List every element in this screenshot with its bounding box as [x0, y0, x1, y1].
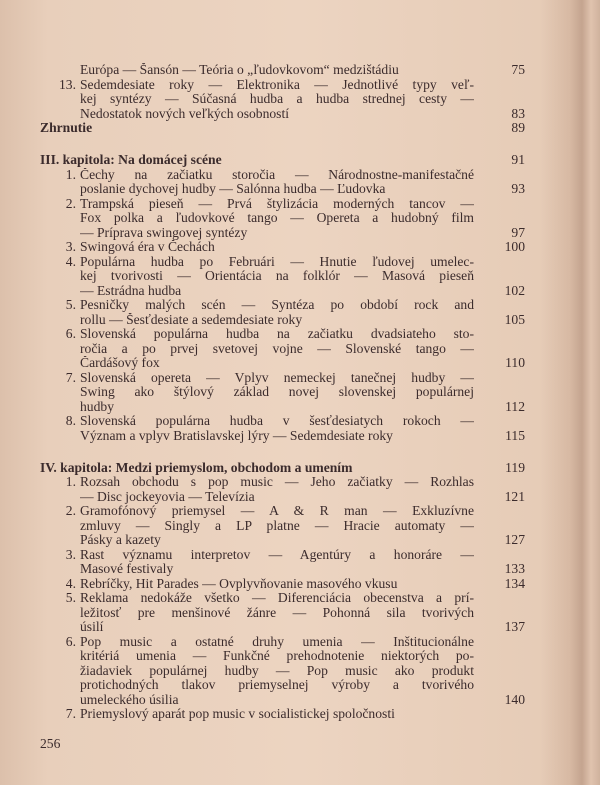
toc-entry-line — [0, 385, 600, 400]
toc-entry-line — [0, 664, 600, 679]
entry-page: 134 — [504, 575, 525, 591]
toc-entry-line — [0, 429, 600, 444]
toc-entry-line — [0, 635, 600, 650]
toc-entry-line — [0, 240, 600, 255]
entry-page: 112 — [505, 398, 525, 414]
toc-entry-line — [0, 371, 600, 386]
entry-page: 137 — [504, 619, 525, 634]
entry-text: Čechy na začiatku storočia — Národnostne-manifestačné — [80, 167, 474, 182]
entry-text: — Disc jockeyovia — Televízia — [80, 489, 255, 504]
entry-number: 13. — [59, 76, 76, 92]
entry-page: 127 — [504, 532, 525, 547]
entry-text: Pásky a kazety — [80, 533, 161, 547]
entry-text: Čardášový fox — [80, 356, 160, 370]
table-of-contents — [0, 63, 600, 722]
entry-text: protichodných tlakov priemyselnej výroby a tvorivého — [80, 678, 474, 692]
toc-entry-line — [0, 414, 600, 429]
entry-number: 6. — [65, 326, 76, 341]
entry-number: 1. — [65, 166, 76, 182]
entry-number: 6. — [65, 633, 76, 649]
entry-text: Rebríčky, Hit Parades — Ovplyvňovanie masového vkusu — [80, 576, 398, 591]
entry-text: hudby — [80, 399, 114, 414]
chapter-heading — [0, 153, 600, 168]
entry-text: Swingová éra v Čechách — [80, 240, 215, 254]
entry-text: Pop music a ostatné druhy umenia — Inštitucionálne — [80, 634, 474, 649]
toc-entry-line — [0, 327, 600, 342]
toc-entry-line — [0, 490, 600, 505]
entry-text: Masové festivaly — [80, 562, 174, 576]
toc-entry-line — [0, 577, 600, 592]
toc-entry-line — [0, 269, 600, 284]
toc-entry-line — [0, 533, 600, 548]
entry-text: Sedemdesiate roky — Elektronika — Jednotlivé typy veľ- — [80, 77, 474, 92]
chapter-title: IV. kapitola: Medzi priemyslom, obchodom a umením — [40, 460, 353, 475]
toc-entry-line — [0, 168, 600, 183]
entry-text: Reklama nedokáže všetko — Diferenciácia obecenstva a prí- — [80, 591, 474, 605]
entry-page: 93 — [511, 181, 525, 196]
entry-number: 4. — [65, 575, 76, 591]
toc-entry-line — [0, 400, 600, 415]
toc-entry-line — [0, 284, 600, 299]
toc-entry-line — [0, 606, 600, 621]
entry-page: 105 — [504, 311, 525, 327]
entry-number: 2. — [65, 503, 76, 518]
entry-number: 8. — [65, 413, 76, 428]
toc-entry-line — [0, 63, 600, 78]
entry-number: 1. — [65, 474, 76, 489]
entry-text: Európa — Šansón — Teória o „ľudovkovom“ medzištádiu — [80, 63, 399, 77]
toc-section — [0, 136, 600, 444]
section-gap — [0, 443, 600, 461]
entry-text: Význam a vplyv Bratislavskej lýry — Sedemdesiate roky — [80, 428, 393, 443]
entry-text: — Príprava swingovej syntézy — [80, 225, 248, 240]
toc-entry-line — [0, 211, 600, 226]
chapter-heading — [0, 461, 600, 476]
closing-title: Zhrnutie — [40, 121, 93, 135]
entry-text: ležitosť pre menšinové žánre — Pohonná sila tvorivých — [80, 605, 474, 620]
toc-entry-line — [0, 298, 600, 313]
entry-page: 121 — [504, 488, 525, 504]
entry-page: 102 — [504, 282, 525, 298]
entry-text: kej tvorivosti — Orientácia na folklór — Masová pieseň — [80, 269, 474, 283]
entry-number: 3. — [65, 239, 76, 254]
toc-entry-line — [0, 182, 600, 197]
entry-number: 5. — [65, 590, 76, 605]
entry-page: 97 — [511, 224, 525, 240]
entry-text: Trampská pieseň — Prvá štylizácia moderných tancov — — [80, 196, 474, 211]
toc-section — [0, 443, 600, 722]
toc-entry-line — [0, 504, 600, 519]
entry-page: 133 — [504, 561, 525, 576]
entry-text: poslanie dychovej hudby — Salónna hudba — Ľudovka — [80, 182, 386, 196]
entry-page: 140 — [504, 691, 525, 707]
toc-entry-line — [0, 226, 600, 241]
entry-text: Priemyslový aparát pop music v socialistickej spoločnosti — [80, 707, 395, 721]
entry-page: 100 — [504, 239, 525, 254]
entry-text: Nedostatok nových veľkých osobností — [80, 106, 290, 121]
entry-text: Pesničky malých scén — Syntéza po období rock and — [80, 298, 474, 312]
chapter-title: III. kapitola: Na domácej scéne — [40, 153, 222, 167]
entry-text: žiadaviek populárnej hudby — Pop music ako produkt — [80, 663, 474, 678]
toc-entry-line — [0, 678, 600, 693]
toc-entry-line — [0, 356, 600, 371]
entry-text: Slovenská populárna hudba v šesťdesiatych rokoch — — [80, 414, 474, 428]
entry-number: 4. — [65, 253, 76, 269]
entry-text: Populárna hudba po Februári — Hnutie ľudovej umelec- — [80, 254, 474, 269]
entry-text: zmluvy — Singly a LP platne — Hracie automaty — — [80, 518, 474, 533]
toc-entry-line — [0, 197, 600, 212]
entry-number: 2. — [65, 195, 76, 211]
entry-page: 115 — [505, 427, 525, 443]
entry-text: umeleckého úsilia — [80, 692, 179, 707]
toc-entry-line — [0, 313, 600, 328]
toc-entry-line — [0, 591, 600, 606]
page-number: 256 — [40, 736, 61, 751]
toc-section — [0, 63, 600, 136]
entry-text: Gramofónový priemysel — A & R man — Exkluzívne — [80, 504, 474, 518]
entry-text: Slovenská populárna hudba na začiatku dvadsiateho sto- — [80, 327, 474, 341]
entry-text: kej syntézy — Súčasná hudba a hudba strednej cesty — — [80, 92, 474, 106]
entry-text: Swing ako štýlový základ novej slovenskej populárnej — [80, 385, 474, 399]
toc-entry-line — [0, 649, 600, 664]
toc-entry-line — [0, 92, 600, 107]
toc-entry-line — [0, 255, 600, 270]
entry-text: kritériá umenia — Funkčné prehodnotenie niektorých po- — [80, 649, 474, 663]
entry-text: rollu — Šesťdesiate a sedemdesiate roky — [80, 312, 303, 327]
entry-number: 7. — [65, 706, 76, 721]
chapter-page: 119 — [505, 459, 525, 475]
toc-entry-line — [0, 107, 600, 122]
entry-text: Rozsah obchodu s pop music — Jeho začiatky — Rozhlas — [80, 475, 474, 489]
toc-entry-line — [0, 707, 600, 722]
toc-entry-line — [0, 475, 600, 490]
toc-entry-line — [0, 620, 600, 635]
toc-entry-line — [0, 342, 600, 357]
toc-entry-line — [0, 693, 600, 708]
closing-heading — [0, 121, 600, 136]
toc-entry-line — [0, 519, 600, 534]
toc-entry-line — [0, 548, 600, 563]
entry-number: 5. — [65, 297, 76, 312]
entry-text: — Estrádna hudba — [80, 283, 182, 298]
closing-page: 89 — [511, 120, 525, 135]
entry-page: 83 — [511, 105, 525, 121]
entry-number: 7. — [65, 369, 76, 385]
section-gap — [0, 136, 600, 154]
entry-text: Fox polka a ľudovkové tango — Opereta a hudobný film — [80, 211, 474, 225]
toc-entry-line — [0, 78, 600, 93]
toc-entry-line — [0, 562, 600, 577]
entry-number: 3. — [65, 546, 76, 562]
entry-text: úsilí — [80, 620, 104, 634]
entry-page: 110 — [505, 355, 525, 370]
entry-page: 75 — [511, 62, 525, 77]
entry-text: Slovenská opereta — Vplyv nemeckej tanečnej hudby — — [80, 370, 474, 385]
chapter-page: 91 — [511, 152, 525, 167]
entry-text: ročia a po prvej svetovej vojne — Slovenské tango — — [80, 341, 474, 356]
entry-text: Rast významu interpretov — Agentúry a honoráre — — [80, 547, 474, 562]
